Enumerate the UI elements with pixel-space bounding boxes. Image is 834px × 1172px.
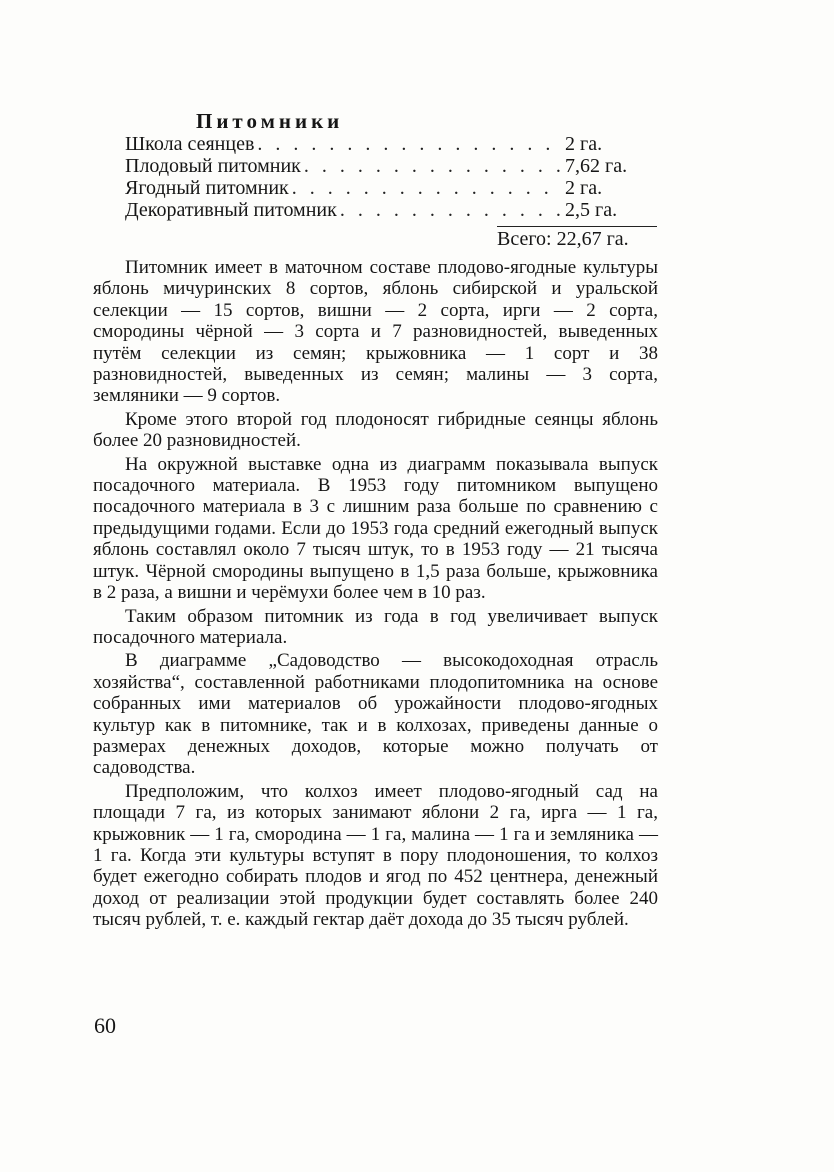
section-heading: Питомники xyxy=(196,109,344,133)
list-item xyxy=(125,133,657,155)
nursery-area: 2 га. xyxy=(565,133,603,155)
paragraph: В диаграмме „Садоводство — высокодоходная отрасль хозяйства“, составленной работниками плодопитомника на основе собранных ими материалов об урожайности плодово-ягодных культур как в питомнике, так и в колхозах, приведены данные о размерах денежных доходов, которые можно получать от садоводства. xyxy=(93,650,658,779)
total-area: Всего: 22,67 га. xyxy=(497,226,657,250)
dot-leader xyxy=(340,199,562,221)
paragraph: На окружной выставке одна из диаграмм показывала выпуск посадочного материала. В 1953 году питомником выпущено посадочного материала в 3 с лишним раза больше по сравнению с предыдущими годами. Если до 1953 года средний ежегодный выпуск яблонь составлял около 7 тысяч штук, то в 1953 году — 21 тысяча штук. Чёрной смородины выпущено в 1,5 раза больше, крыжовника в 2 раза, а вишни и черёмухи более чем в 10 раз. xyxy=(93,453,658,604)
nursery-area: 2,5 га. xyxy=(565,199,618,221)
dot-leader xyxy=(292,177,562,199)
paragraph: Кроме этого второй год плодоносят гибридные сеянцы яблонь более 20 разновидностей. xyxy=(93,408,658,452)
nursery-area-list xyxy=(125,133,657,221)
list-item xyxy=(125,177,657,199)
list-item xyxy=(125,199,657,221)
body-text xyxy=(93,257,658,933)
dot-leader xyxy=(304,155,562,177)
nursery-area: 2 га. xyxy=(565,177,603,199)
list-item xyxy=(125,155,657,177)
page-number: 60 xyxy=(94,1013,116,1038)
paragraph: Питомник имеет в маточном составе плодово-ягодные культуры яблонь мичуринских 8 сортов, яблонь сибирской и уральской селекции — 15 сортов, вишни — 2 сорта, ирги — 2 сорта, смородины чёрной — 3 сорта и 7 разновидностей, выведенных путём селекции из семян; крыжовника — 1 сорт и 38 разновидностей, выведенных из семян; малины — 3 сорта, земляники — 9 сортов. xyxy=(93,257,658,407)
nursery-label: Декоративный питомник xyxy=(125,199,337,221)
paragraph: Таким образом питомник из года в год увеличивает выпуск посадочного материала. xyxy=(93,605,658,648)
nursery-label: Плодовый питомник xyxy=(125,155,301,177)
nursery-label: Ягодный питомник xyxy=(125,177,289,199)
paragraph: Предположим, что колхоз имеет плодово-ягодный сад на площади 7 га, из которых занимают яблони 2 га, ирга — 1 га, крыжовник — 1 га, смородина — 1 га, малина — 1 га и земляника — 1 га. Когда эти культуры вступят в пору плодоношения, то колхоз будет ежегодно собирать плодов и ягод по 452 центнера, денежный доход от реализации этой продукции будет составлять более 240 тысяч рублей, т. е. каждый гектар даёт дохода до 35 тысяч рублей. xyxy=(93,780,658,931)
dot-leader xyxy=(257,133,562,155)
nursery-area: 7,62 га. xyxy=(565,155,628,177)
nursery-label: Школа сеянцев xyxy=(125,133,255,155)
